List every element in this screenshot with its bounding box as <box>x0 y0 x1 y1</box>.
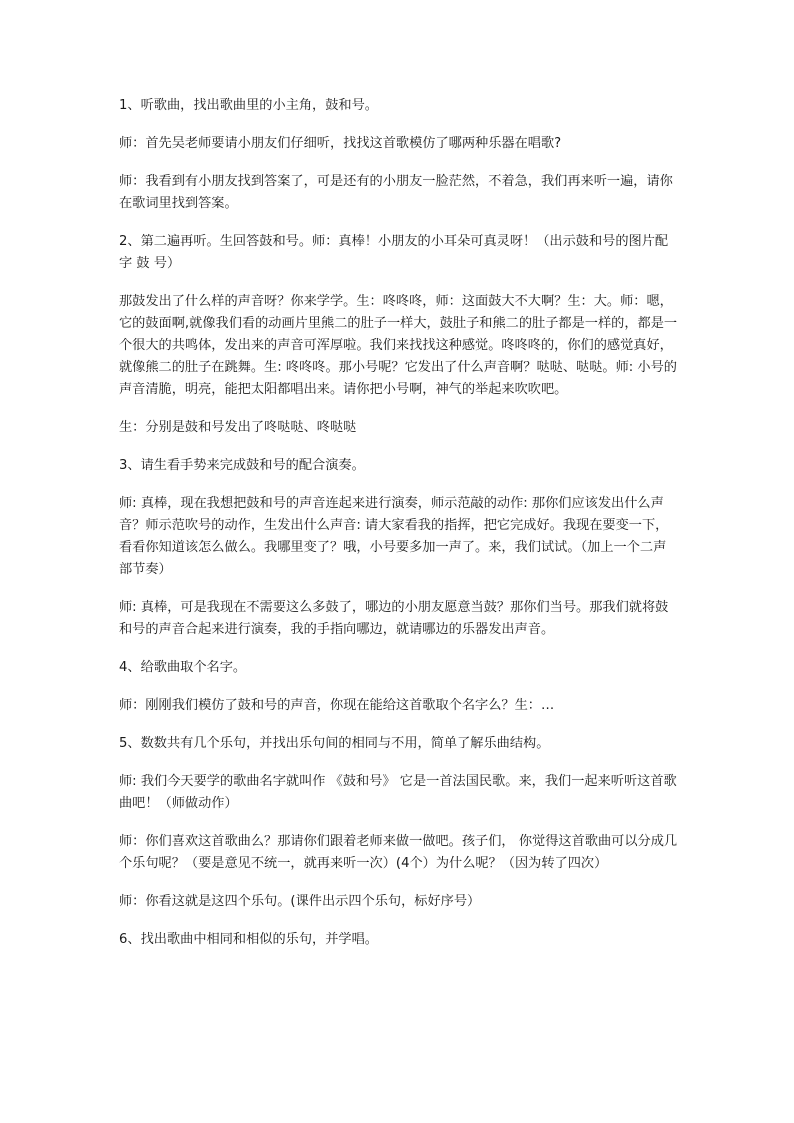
teacher-phrases-paragraph: 师：你们喜欢这首歌曲么？那请你们跟着老师来做一做吧。孩子们， 你觉得这首歌曲可以分成几个乐句呢？（要是意见不统一，就再来听一次）(4个）为什么呢？（因为转了四次） <box>119 834 678 871</box>
teacher-four-phrases-paragraph: 师：你看这就是这四个乐句。(课件出示四个乐句，标好序号） <box>119 894 481 909</box>
step-5-heading: 5、数数共有几个乐句，并找出乐句间的相同与不用，简单了解乐曲结构。 <box>119 736 550 751</box>
teacher-naming-paragraph: 师：刚刚我们模仿了鼓和号的声音，你现在能给这首歌取个名字么？生：… <box>119 698 555 713</box>
teacher-question-paragraph: 师：首先吴老师要请小朋友们仔细听，找找这首歌模仿了哪两种乐器在唱歌? <box>119 136 562 151</box>
document-body <box>119 95 679 967</box>
teacher-relisten-paragraph: 师：我看到有小朋友找到答案了，可是还有的小朋友一脸茫然，不着急，我们再来听一遍，请你在歌词里找到答案。 <box>119 174 673 211</box>
teacher-performance-paragraph: 师: 真棒，现在我想把鼓和号的声音连起来进行演奏，师示范敲的动作: 那你们应该发出什么声音？师示范吹号的动作，生发出什么声音: 请大家看我的指挥，把它完成好。我现在要变一下，看看你知道该怎么做么。我哪里变了？哦，小号要多加一声了。来，我们试试。（加上一个二声部节奏） <box>119 496 669 577</box>
teacher-ensemble-paragraph: 师: 真棒，可是我现在不需要这么多鼓了，哪边的小朋友愿意当鼓？那你们当号。那我们就将鼓和号的声音合起来进行演奏，我的手指向哪边，就请哪边的乐器发出声音。 <box>119 600 669 637</box>
teacher-song-intro-paragraph: 师: 我们今天要学的歌曲名字就叫作 《鼓和号》 它是一首法国民歌。来，我们一起来听听这首歌曲吧！（师做动作） <box>119 774 677 811</box>
step-2-heading: 2、第二遍再听。生回答鼓和号。师：真棒！小朋友的小耳朵可真灵呀！（出示鼓和号的图片配字 鼓 号） <box>119 234 669 271</box>
step-1-heading: 1、听歌曲，找出歌曲里的小主角，鼓和号。 <box>119 98 378 113</box>
step-6-heading: 6、找出歌曲中相同和相似的乐句，并学唱。 <box>119 932 378 947</box>
step-4-heading: 4、给歌曲取个名字。 <box>119 660 247 675</box>
student-answer-paragraph: 生：分别是鼓和号发出了咚哒哒、咚哒哒 <box>119 420 357 435</box>
step-3-heading: 3、请生看手势来完成鼓和号的配合演奏。 <box>119 458 365 473</box>
drum-trumpet-sound-paragraph: 那鼓发出了什么样的声音呀？你来学学。生：咚咚咚，师：这面鼓大不大啊？生：大。师：嗯，它的鼓面啊,就像我们看的动画片里熊二的肚子一样大，鼓肚子和熊二的肚子都是一样的，都是一个很大的共鸣体，发出来的声音可浑厚啦。我们来找找这种感觉。咚咚咚的，你们的感觉真好，就像熊二的肚子在跳舞。生: 咚咚咚。那小号呢？它发出了什么声音啊？哒哒、哒哒。师: 小号的声音清脆，明亮，能把太阳都唱出来。请你把小号啊，神气的举起来吹吹吧。 <box>119 294 678 397</box>
